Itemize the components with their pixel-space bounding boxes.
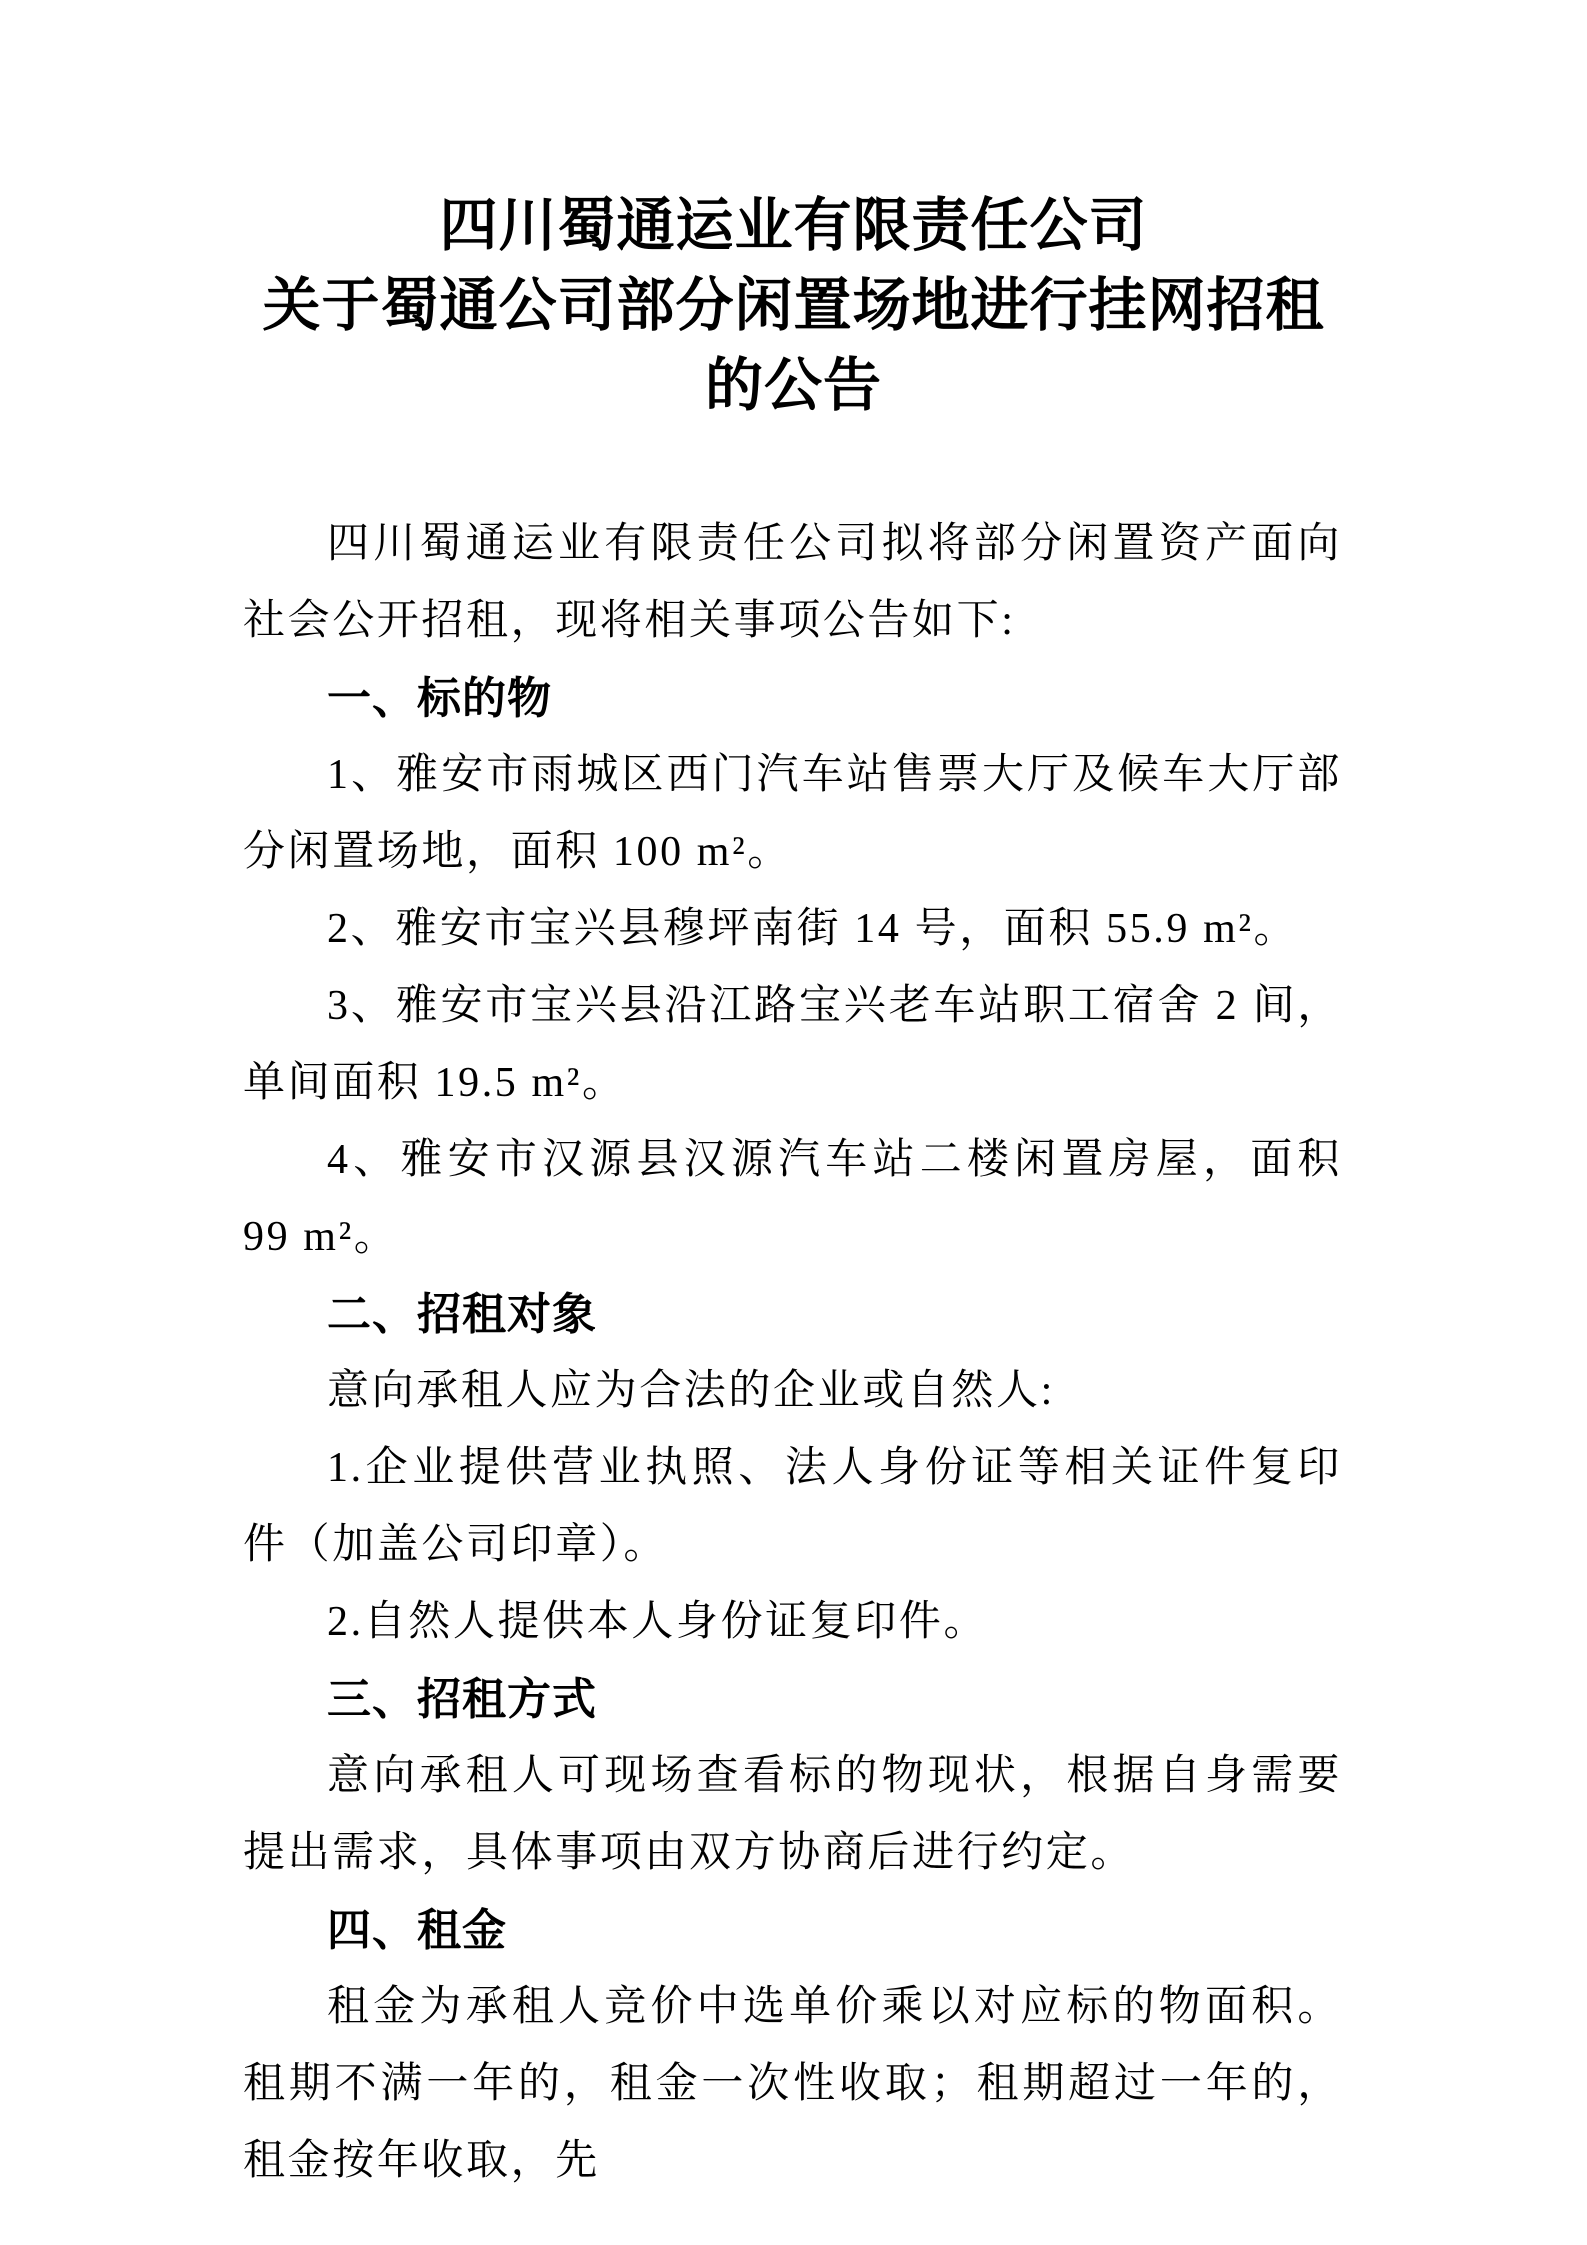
- document-title-line-1: 四川蜀通运业有限责任公司: [439, 193, 1148, 258]
- section-heading-targets: 一、标的物: [327, 674, 552, 723]
- section-heading-tenants: 二、招租对象: [327, 1290, 597, 1339]
- document-title-line-2: 关于蜀通公司部分闲置场地进行挂网招租: [262, 273, 1325, 338]
- document-body: [0, 506, 1587, 2200]
- target-item-2: 2、雅安市宝兴县穆坪南街 14 号，面积 55.9 m²。: [327, 906, 1299, 952]
- target-item-4: 4、雅安市汉源县汉源汽车站二楼闲置房屋，面积 99 m²。: [243, 1137, 1342, 1260]
- tenant-intro-paragraph: 意向承租人应为合法的企业或自然人:: [327, 1368, 1055, 1414]
- document-title-line-3: 的公告: [704, 353, 882, 418]
- method-paragraph: 意向承租人可现场查看标的物现状，根据自身需要提出需求，具体事项由双方协商后进行约定。: [243, 1753, 1342, 1876]
- section-heading-rent: 四、租金: [327, 1906, 507, 1955]
- target-item-3: 3、雅安市宝兴县沿江路宝兴老车站职工宿舍 2 间，单间面积 19.5 m²。: [243, 983, 1342, 1106]
- document-title: [0, 0, 1587, 426]
- intro-paragraph: 四川蜀通运业有限责任公司拟将部分闲置资产面向社会公开招租，现将相关事项公告如下:: [243, 521, 1342, 644]
- section-heading-method: 三、招租方式: [327, 1675, 597, 1724]
- rent-paragraph: 租金为承租人竞价中选单价乘以对应标的物面积。租期不满一年的，租金一次性收取；租期超过一年的，租金按年收取，先: [243, 1984, 1342, 2184]
- tenant-requirement-2: 2.自然人提供本人身份证复印件。: [327, 1599, 989, 1645]
- target-item-1: 1、雅安市雨城区西门汽车站售票大厅及候车大厅部分闲置场地，面积 100 m²。: [243, 752, 1342, 875]
- tenant-requirement-1: 1.企业提供营业执照、法人身份证等相关证件复印件（加盖公司印章）。: [243, 1445, 1342, 1568]
